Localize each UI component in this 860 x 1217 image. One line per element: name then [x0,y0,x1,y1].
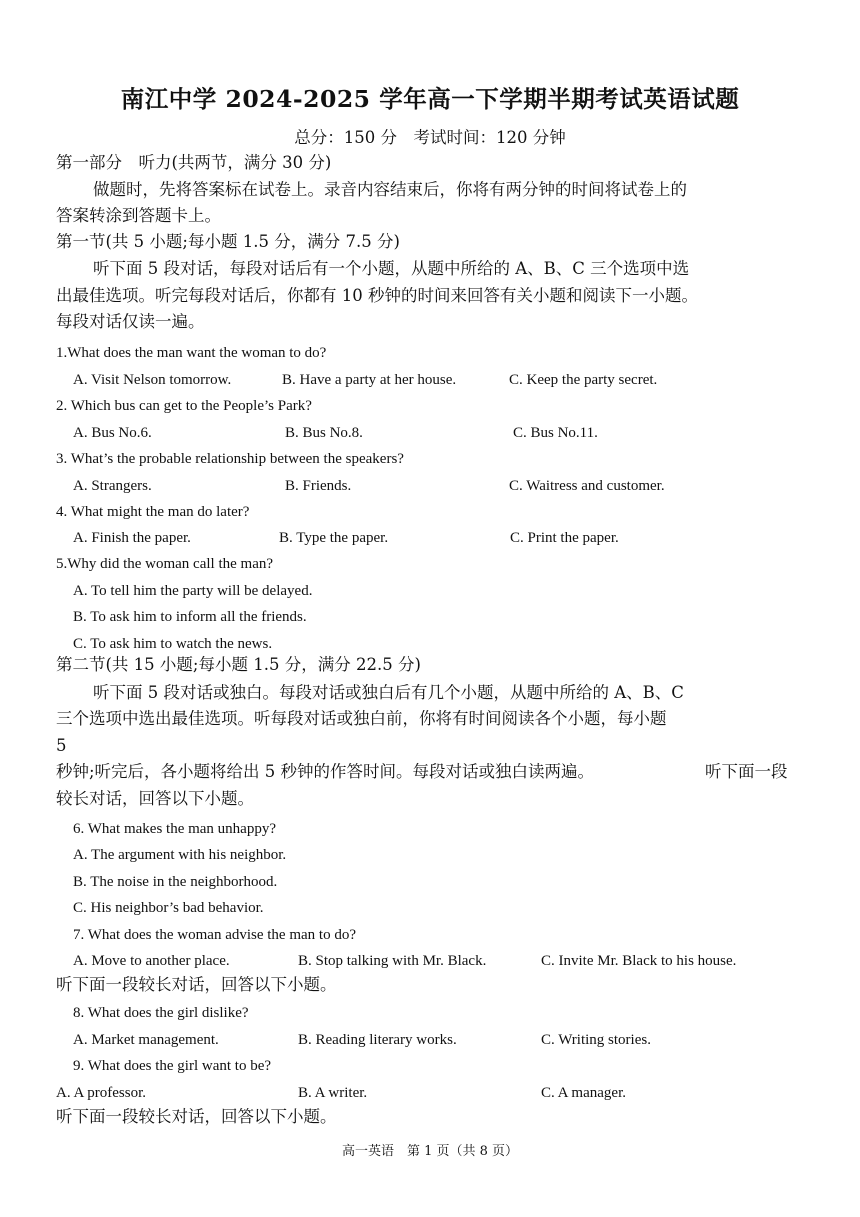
part1-intro-line2: 答案转涂到答题卡上。 [56,206,221,225]
part1-heading: 第一部分 听力(共两节，满分 30 分) [56,153,332,172]
part1-intro-line1: 做题时，先将答案标在试卷上。录音内容结束后，你将有两分钟的时间将试卷上的 [93,180,687,199]
section1-intro-line3: 每段对话仅读一遍。 [56,312,205,331]
long-dialogue-instruction: 听下面一段较长对话，回答以下小题。 [56,975,337,994]
option-a: A. Strangers. [73,478,152,494]
option-a: A. Visit Nelson tomorrow. [73,372,232,388]
section1-intro-line1: 听下面 5 段对话，每段对话后有一个小题，从题中所给的 A、B、C 三个选项中选 [93,259,690,278]
option-c: C. Writing stories. [541,1032,651,1048]
option-b: B. Type the paper. [279,530,389,546]
question-stem: 4. What might the man do later? [56,504,250,520]
question-stem: 5.Why did the woman call the man? [56,556,274,572]
section2-intro-line1: 听下面 5 段对话或独白。每段对话或独白后有几个小题，从题中所给的 A、B、C [93,683,684,702]
exam-title: 南江中学 2024-2025 学年高一下学期半期考试英语试题 [120,85,740,113]
section2-intro-line2: 三个选项中选出最佳选项。听每段对话或独白前，你将有时间阅读各个小题，每小题 [56,709,667,728]
option-b: B. Friends. [285,478,352,494]
option-c: C. To ask him to watch the news. [73,636,273,652]
option-b: B. To ask him to inform all the friends. [73,609,307,625]
page-footer: 高一英语 第 1 页（共 8 页） [341,1144,519,1159]
question-stem: 7. What does the woman advise the man to do? [73,927,356,943]
option-c: C. Invite Mr. Black to his house. [541,953,737,969]
option-a: A. Bus No.6. [73,425,152,441]
option-b: B. Bus No.8. [285,425,363,441]
option-c: C. Bus No.11. [513,425,598,441]
section2-heading: 第二节(共 15 小题;每小题 1.5 分，满分 22.5 分) [56,655,421,674]
question-stem: 1.What does the man want the woman to do? [56,345,327,361]
option-c: C. Waitress and customer. [509,478,665,494]
section2-intro-line4-tail: 听下面一段 [705,762,788,781]
option-b: B. Have a party at her house. [282,372,457,388]
exam-subtitle: 总分：150 分 考试时间：120 分钟 [294,128,566,147]
question-stem: 9. What does the girl want to be? [73,1058,272,1074]
option-a: A. Move to another place. [73,953,230,969]
long-dialogue-instruction: 听下面一段较长对话，回答以下小题。 [56,1107,337,1126]
option-a: A. To tell him the party will be delayed. [73,583,313,599]
option-b: B. Reading literary works. [298,1032,457,1048]
option-c: C. Keep the party secret. [509,372,658,388]
option-b: B. A writer. [298,1085,368,1101]
section2-intro-line4: 秒钟;听完后，各小题将给出 5 秒钟的作答时间。每段对话或独白读两遍。 [56,762,595,781]
option-a: A. Finish the paper. [73,530,191,546]
question-stem: 3. What’s the probable relationship between the speakers? [56,451,404,467]
option-b: B. The noise in the neighborhood. [73,874,278,890]
question-stem: 2. Which bus can get to the People’s Park? [56,398,312,414]
section1-intro-line2: 出最佳选项。听完每段对话后，你都有 10 秒钟的时间来回答有关小题和阅读下一小题。 [56,286,698,305]
question-stem: 8. What does the girl dislike? [73,1005,249,1021]
section2-intro-line3: 5 [56,736,67,755]
question-stem: 6. What makes the man unhappy? [73,821,276,837]
option-c: C. Print the paper. [510,530,619,546]
section1-heading: 第一节(共 5 小题;每小题 1.5 分，满分 7.5 分) [56,232,400,251]
option-a: A. Market management. [73,1032,219,1048]
option-c: C. A manager. [541,1085,626,1101]
option-b: B. Stop talking with Mr. Black. [298,953,487,969]
option-a: A. The argument with his neighbor. [73,847,287,863]
option-c: C. His neighbor’s bad behavior. [73,900,264,916]
option-a: A. A professor. [56,1085,146,1101]
section2-intro-line5: 较长对话，回答以下小题。 [56,789,254,808]
